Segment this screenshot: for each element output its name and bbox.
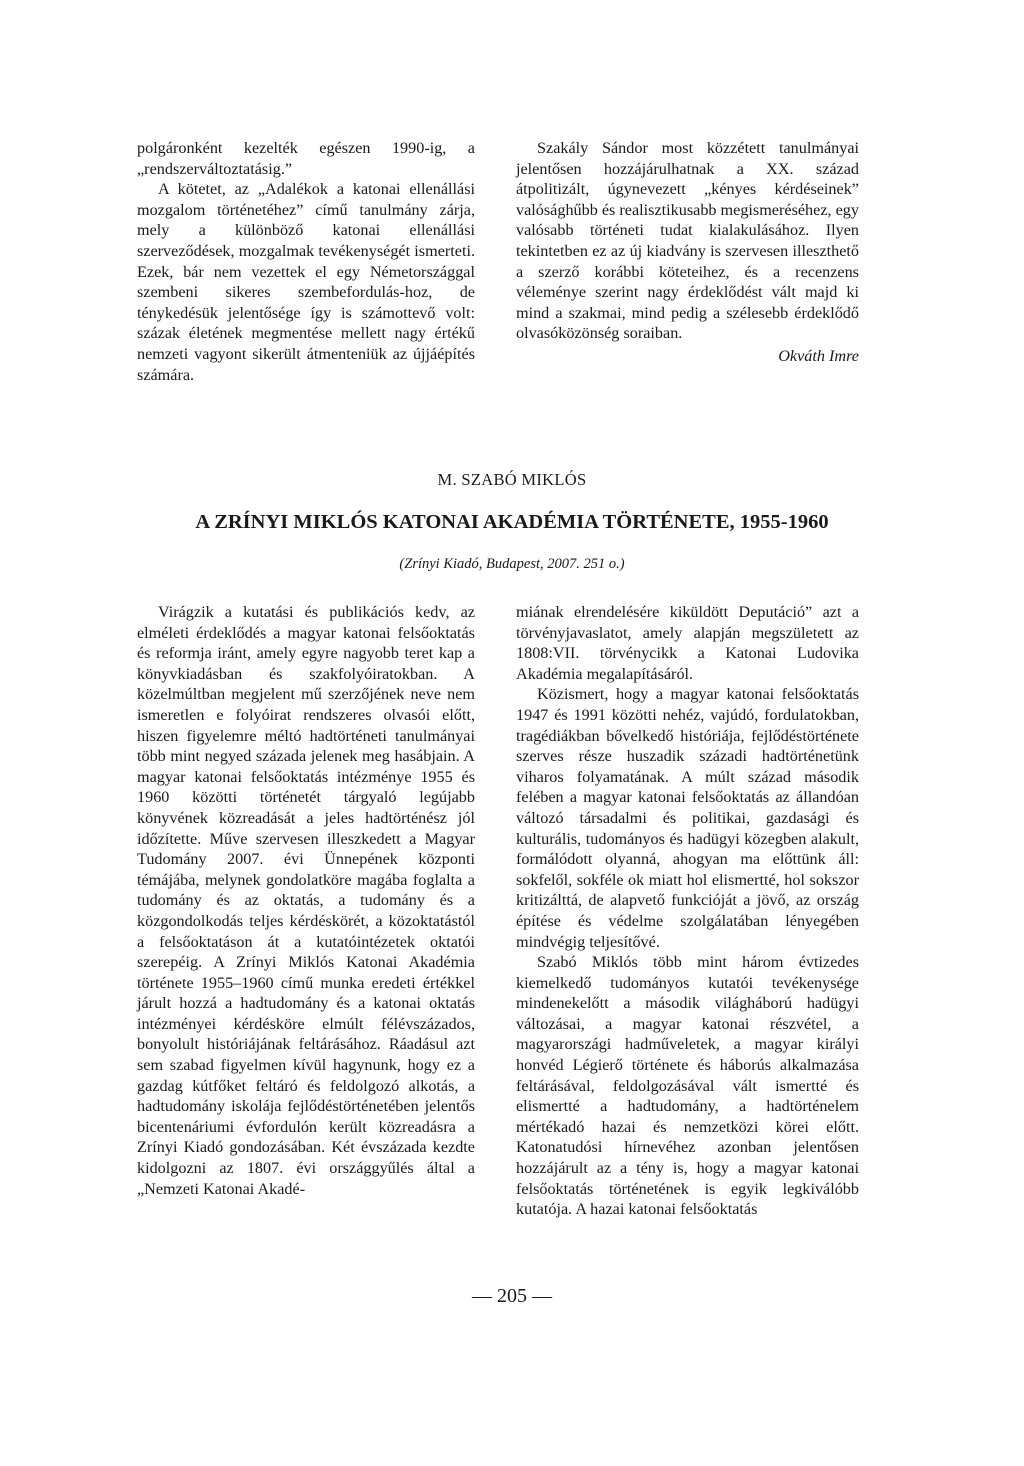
paragraph: Szabó Miklós több mint három évtizedes kiemelkedő tudományos kutatói tevékenysége mindenekelőtt a második világháború hadügyi változásai, a magyar katonai részvétel, a magyarországi hadműveletek, a magyar királyi honvéd Légierő története és háborús alkalmazása feltárásával, feldolgozásával vált ismertté és elismertté a hadtudomány, a hadtörténelem mértékadó hazai és nemzetközi körei előtt. Katonatudósi hírnevéhez azonban jelentősen hozzájárult az a tény is, hogy a magyar katonai felsőoktatás történetének is egyik legkiválóbb kutatója. A hazai katonai felsőoktatás	[516, 953, 859, 1219]
reviewer-signature: Okváth Imre	[778, 346, 859, 365]
top-left-column	[137, 138, 475, 385]
page-number: — 205 —	[472, 1285, 552, 1307]
publication-info: (Zrínyi Kiadó, Budapest, 2007. 251 o.)	[399, 556, 625, 572]
top-right-column	[516, 138, 859, 367]
paragraph: Szakály Sándor most közzétett tanulmányai jelentősen hozzájárulhatnak a XX. század átpolitizált, úgynevezett „kényes kérdéseinek” valósághűbb és realisztikusabb megismeréséhez, egy valósabb történeti tudat kialakulásához. Ilyen tekintetben ez az új kiadvány is szervesen illeszthető a szerző korábbi köteteihez, és a recenzens véleménye szerint nagy érdeklődést vált majd ki mind a szakmai, mind pedig a szélesebb érdeklődő olvasóközönség soraiban.	[516, 139, 859, 343]
book-title: A ZRÍNYI MIKLÓS KATONAI AKADÉMIA TÖRTÉNETE, 1955-1960	[195, 511, 829, 533]
paragraph: miának elrendelésére kiküldött Deputáció” azt a törvényjavaslatot, amely alapján megszületett az 1808:VII. törvénycikk a Katonai Ludovika Akadémia megalapításáról.	[516, 603, 859, 683]
bottom-left-column	[137, 602, 475, 1199]
paragraph: A kötetet, az „Adalékok a katonai ellenállási mozgalom történetéhez” című tanulmány zárja, mely a különböző katonai ellenállási szerveződések, mozgalmak tevékenységét ismerteti. Ezek, bár nem vezettek el egy Németországgal szembeni sikeres szembefordulás-hoz, de ténykedésük jelentősége így is számottevő volt: százak életének megmentése mellett nagy értékű nemzeti vagyont sikerült átmenteniük az újjáépítés számára.	[137, 180, 475, 384]
paragraph: Közismert, hogy a magyar katonai felsőoktatás 1947 és 1991 közötti nehéz, vajúdó, fordulatokban, tragédiákban bővelkedő históriája, fejlődéstörténete szerves része huszadik századi hadtörténetünk viharos folyamatának. A múlt század második felében a magyar katonai felsőoktatás az állandóan változó társadalmi és politikai, gazdasági és kulturális, tudományos és hadügyi közegben alakult, formálódott olyanná, ahogyan ma előttünk áll: sokfelől, sokféle ok miatt hol elismertté, hol sokszor kritizálttá, de alapvető funkcióját a jövő, az ország építése és védelme szolgálatában lényegében mindvégig teljesítővé.	[516, 685, 859, 951]
review-author: M. SZABÓ MIKLÓS	[437, 470, 587, 489]
bottom-right-column	[516, 602, 859, 1220]
paragraph: polgáronként kezelték egészen 1990-ig, a „rendszerváltoztatásig.”	[137, 139, 475, 178]
paragraph: Virágzik a kutatási és publikációs kedv, az elméleti érdeklődés a magyar katonai felsőoktatás és reformja iránt, amely egyre nagyobb teret kap a könyvkiadásban és szakfolyóiratokban. A közelmúltban megjelent mű szerzőjének neve nem ismeretlen e folyóirat rendszeres olvasói előtt, hiszen figyelemre méltó hadtörténeti tanulmányai több mint negyed százada jelenek meg hasábjain. A magyar katonai felsőoktatás intézménye 1955 és 1960 közötti történetét tárgyaló legújabb könyvének közreadását a jeles hadtörténész jól időzítette. Műve szervesen illeszkedett a Magyar Tudomány 2007. évi Ünnepének központi témájába, melynek gondolatköre magába foglalta a tudomány és az oktatás, a tudomány és a közgondolkodás teljes kérdéskörét, a közoktatástól a felsőoktatáson át a kutatóintézetek oktatói szerepéig. A Zrínyi Miklós Katonai Akadémia története 1955–1960 című munka eredeti értékkel járult hozzá a hadtudomány és a katonai oktatás intézményei kérdésköre elmúlt félévszázados, bonyolult históriájának feltárásához. Ráadásul azt sem szabad figyelmen kívül hagynunk, hogy ez a gazdag kútfőket feltáró és feldolgozó alkotás, a hadtudomány iskolája fejlődéstörténetében jelentős bicentenáriumi évfordulón került közreadásra a Zrínyi Kiadó gondozásában. Két évszázada kezdte kidolgozni az 1807. évi országgyűlés által a „Nemzeti Katonai Akadé-	[137, 603, 475, 1198]
